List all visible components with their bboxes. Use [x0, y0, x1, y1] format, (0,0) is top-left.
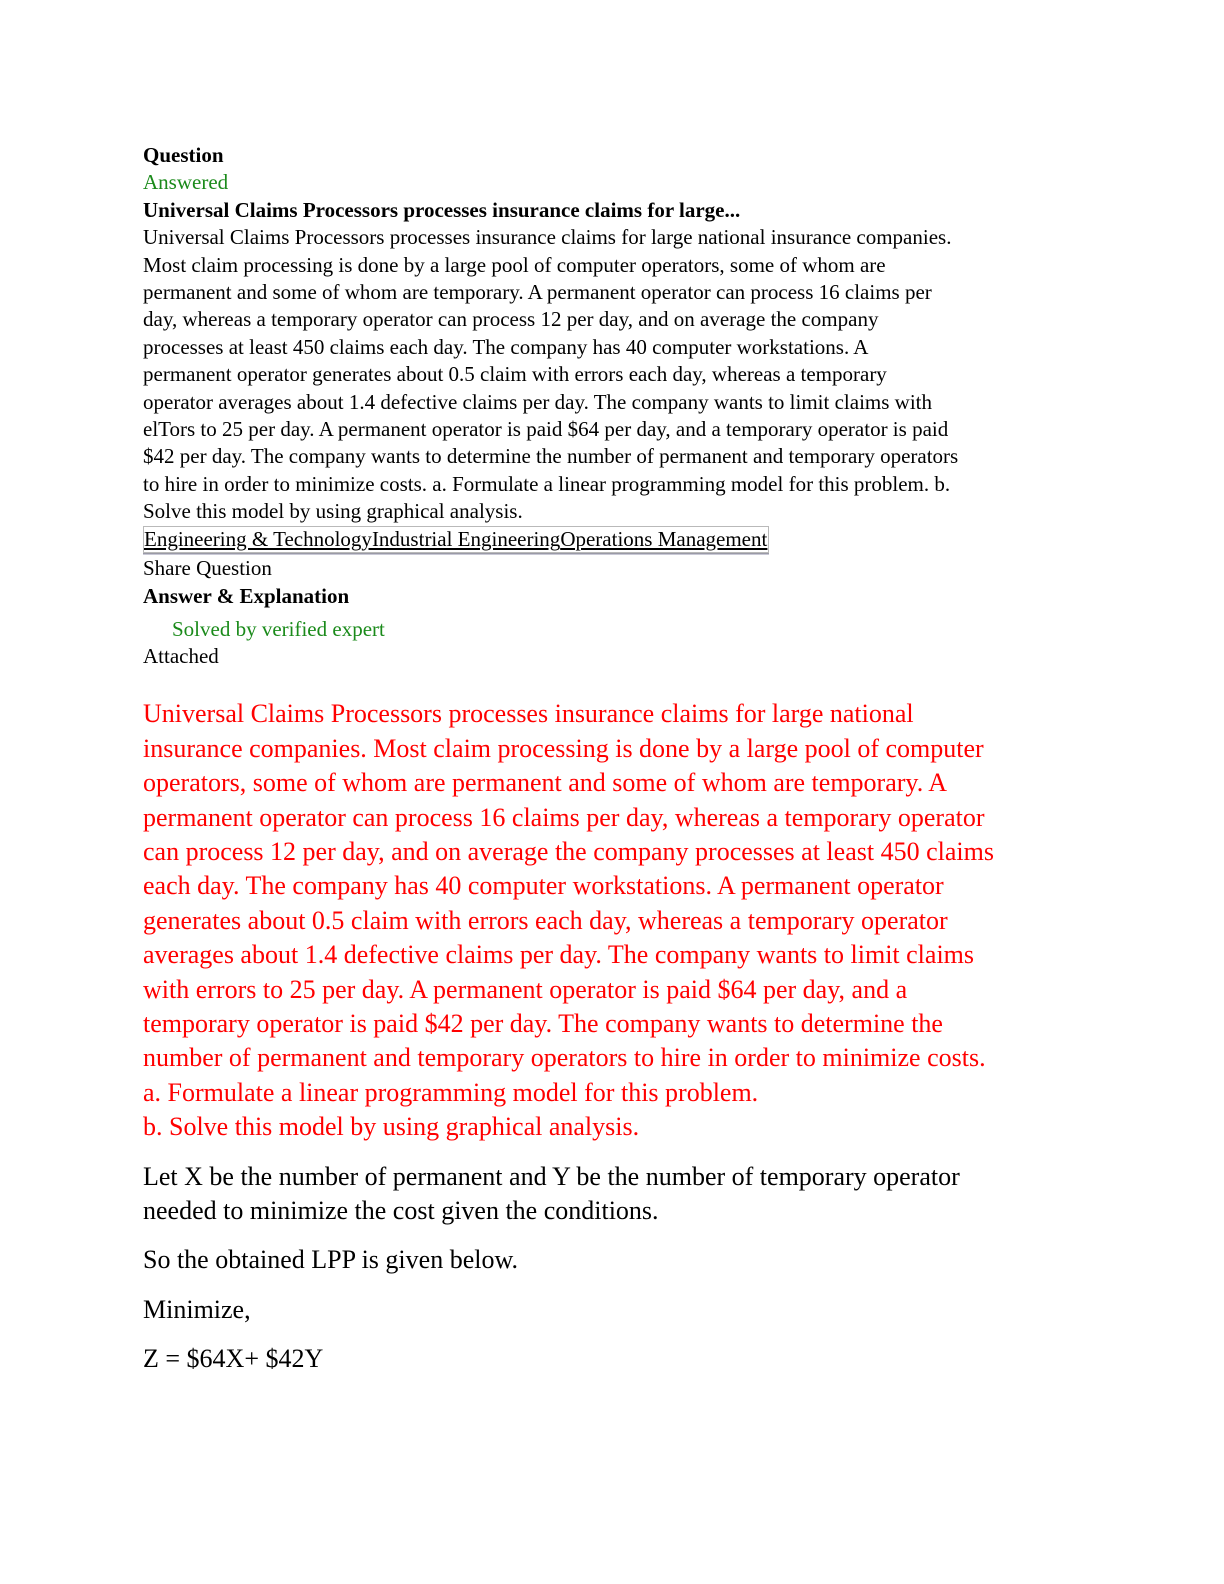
question-body-line: $42 per day. The company wants to determine the number of permanent and temporary operators — [143, 444, 959, 469]
restated-line: each day. The company has 40 computer workstations. A permanent operator — [143, 871, 944, 901]
question-body-line: permanent operator generates about 0.5 claim with errors each day, whereas a temporary — [143, 362, 887, 387]
restated-line: temporary operator is paid $42 per day. The company wants to determine the — [143, 1008, 943, 1038]
restated-line: averages about 1.4 defective claims per day. The company wants to limit claims — [143, 940, 975, 970]
definition-line: Let X be the number of permanent and Y be the number of temporary operator — [143, 1161, 960, 1191]
variable-definition — [143, 1160, 1083, 1229]
question-body-line: operator averages about 1.4 defective claims per day. The company wants to limit claims with — [143, 389, 932, 414]
attached-label: Attached — [143, 643, 219, 668]
restated-line: number of permanent and temporary operators to hire in order to minimize costs. — [143, 1043, 986, 1073]
question-body-line: to hire in order to minimize costs. a. Formulate a linear programming model for this problem. b. — [143, 471, 951, 496]
objective-function: Z = $64X+ $42Y — [143, 1344, 324, 1374]
answer-heading: Answer & Explanation — [143, 583, 350, 608]
objective-label: Minimize, — [143, 1294, 251, 1324]
question-body-line: Most claim processing is done by a large pool of computer operators, some of whom are — [143, 252, 886, 277]
question-body — [143, 224, 1083, 525]
breadcrumb-engineering-technology[interactable]: Engineering & Technology — [144, 526, 372, 551]
restated-line: operators, some of whom are permanent and some of whom are temporary. A — [143, 768, 948, 798]
share-question-link[interactable]: Share Question — [143, 556, 272, 581]
question-body-line: Solve this model by using graphical analysis. — [143, 499, 523, 524]
solved-by-expert: Solved by verified expert — [172, 616, 385, 641]
question-body-line: elTors to 25 per day. A permanent operator is paid $64 per day, and a temporary operator is paid — [143, 417, 949, 442]
restated-line: b. Solve this model by using graphical analysis. — [143, 1112, 640, 1142]
breadcrumb — [143, 526, 769, 553]
document-page — [143, 142, 1083, 1377]
breadcrumb-industrial-engineering[interactable]: Industrial Engineering — [371, 526, 561, 551]
question-body-line: day, whereas a temporary operator can process 12 per day, and on average the company — [143, 307, 879, 332]
restated-line: with errors to 25 per day. A permanent operator is paid $64 per day, and a — [143, 974, 908, 1004]
breadcrumb-row — [143, 526, 1083, 553]
question-body-line: processes at least 450 claims each day. The company has 40 computer workstations. A — [143, 334, 869, 359]
restated-line: a. Formulate a linear programming model for this problem. — [143, 1077, 759, 1107]
restated-question — [143, 697, 1083, 1144]
question-body-line: permanent and some of whom are temporary. A permanent operator can process 16 claims per — [143, 280, 932, 305]
restated-line: can process 12 per day, and on average the company processes at least 450 claims — [143, 836, 994, 866]
restated-line: generates about 0.5 claim with errors each day, whereas a temporary operator — [143, 905, 948, 935]
restated-line: insurance companies. Most claim processing is done by a large pool of computer — [143, 733, 984, 763]
restated-line: Universal Claims Processors processes insurance claims for large national — [143, 699, 914, 729]
question-title: Universal Claims Processors processes insurance claims for large... — [143, 197, 741, 222]
answered-status: Answered — [143, 170, 229, 195]
breadcrumb-operations-management[interactable]: Operations Management — [560, 526, 768, 551]
definition-line: needed to minimize the cost given the conditions. — [143, 1196, 659, 1225]
restated-line: permanent operator can process 16 claims per day, whereas a temporary operator — [143, 802, 985, 832]
question-heading: Question — [143, 143, 224, 167]
question-body-line: Universal Claims Processors processes insurance claims for large national insurance companies. — [143, 225, 952, 250]
lpp-intro: So the obtained LPP is given below. — [143, 1245, 519, 1275]
